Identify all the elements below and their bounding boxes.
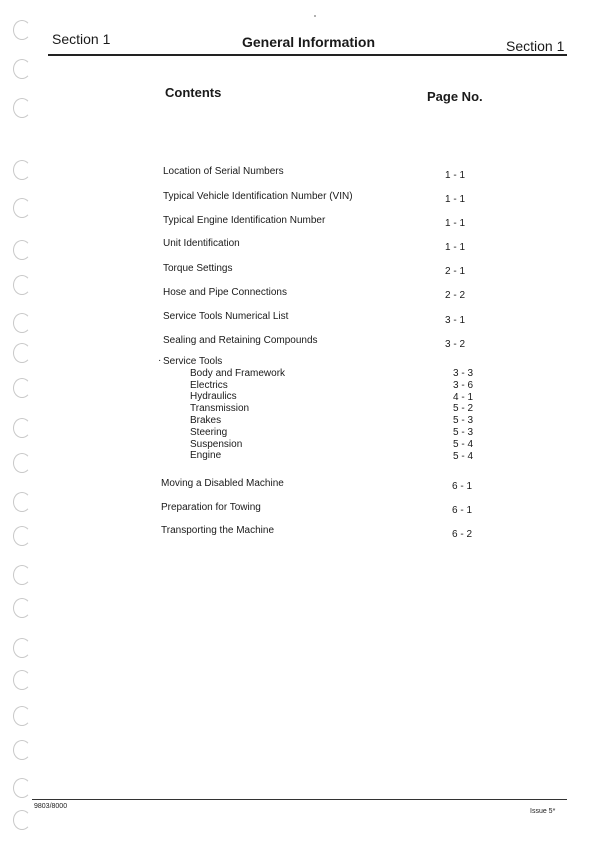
service-tools-page: 3 - 6 [453, 379, 474, 391]
service-tools-heading: Service Tools [163, 356, 223, 367]
service-tools-item: Body and Framework [190, 367, 286, 379]
toc-entry-title: Transporting the Machine [161, 525, 275, 536]
page-number-heading: Page No. [427, 89, 483, 104]
toc-entry-title: Service Tools Numerical List [163, 311, 289, 322]
service-tools-item: Suspension [190, 438, 243, 450]
service-tools-page: 5 - 3 [453, 415, 474, 427]
section-label-right: Section 1 [506, 38, 565, 54]
service-tools-item: Brakes [190, 414, 222, 426]
punch-hole [13, 526, 31, 546]
toc-entry-title: Typical Vehicle Identification Number (VIN) [163, 191, 353, 202]
page-title: General Information [242, 34, 376, 50]
service-tools-item: Engine [190, 450, 222, 462]
punch-hole [13, 670, 31, 690]
service-tools-item: Steering [190, 426, 228, 438]
toc-entry-page: 2 - 1 [445, 266, 466, 277]
punch-hole [13, 378, 31, 398]
toc-entry-page: 3 - 2 [445, 339, 466, 350]
toc-entry-page: 1 - 1 [445, 194, 466, 205]
toc-entry-title: Sealing and Retaining Compounds [163, 335, 318, 346]
toc-entry-title: Preparation for Towing [161, 502, 261, 513]
toc-entry-title: Moving a Disabled Machine [161, 478, 284, 489]
punch-hole [13, 740, 31, 760]
toc-entry-page: 1 - 1 [445, 170, 466, 181]
service-tools-item: Electrics [190, 379, 228, 391]
toc-entry-page: 1 - 1 [445, 242, 466, 253]
service-tools-item: Hydraulics [190, 391, 237, 403]
service-tools-group [163, 356, 285, 462]
punch-hole [13, 810, 31, 830]
punch-hole [13, 638, 31, 658]
punch-hole [13, 59, 31, 79]
punch-hole [13, 20, 31, 40]
punch-hole [13, 98, 31, 118]
toc-entry-title: Hose and Pipe Connections [163, 287, 287, 298]
service-tools-page: 5 - 4 [453, 450, 474, 462]
issue-label: Issue 5* [530, 808, 556, 815]
section-label-left: Section 1 [52, 31, 111, 47]
header-rule [48, 54, 567, 56]
punch-hole [13, 418, 31, 438]
service-tools-page: 5 - 3 [453, 426, 474, 438]
toc-entry-title: Typical Engine Identification Number [163, 215, 326, 226]
service-tools-page: 3 - 3 [453, 368, 474, 379]
service-tools-pages [453, 368, 473, 462]
toc-entry-title: Torque Settings [163, 263, 233, 274]
punch-hole [13, 313, 31, 333]
punch-hole [13, 706, 31, 726]
punch-hole [13, 778, 31, 798]
punch-hole [13, 565, 31, 585]
toc-entry-page: 6 - 1 [452, 481, 473, 492]
toc-entry-page: 2 - 2 [445, 290, 466, 301]
bullet-mark: · [158, 355, 162, 366]
service-tools-page: 5 - 2 [453, 403, 474, 415]
toc-entry-page: 3 - 1 [445, 315, 466, 326]
punch-hole [13, 492, 31, 512]
toc-entry-title: Unit Identification [163, 238, 240, 249]
toc-entry-title: Location of Serial Numbers [163, 166, 284, 177]
punch-hole [13, 160, 31, 180]
footer-rule [32, 799, 567, 800]
punch-hole [13, 598, 31, 618]
punch-hole [13, 275, 31, 295]
toc-entry-page: 6 - 2 [452, 529, 473, 540]
punch-hole [13, 453, 31, 473]
service-tools-page: 5 - 4 [453, 438, 474, 450]
scan-speck [314, 15, 316, 17]
toc-entry-page: 6 - 1 [452, 505, 473, 516]
punch-hole [13, 343, 31, 363]
document-number: 9803/8000 [34, 803, 68, 810]
service-tools-page: 4 - 1 [453, 391, 474, 403]
punch-hole [13, 198, 31, 218]
toc-entry-page: 1 - 1 [445, 218, 466, 229]
service-tools-item: Transmission [190, 403, 250, 415]
punch-hole [13, 240, 31, 260]
contents-heading: Contents [165, 85, 222, 100]
